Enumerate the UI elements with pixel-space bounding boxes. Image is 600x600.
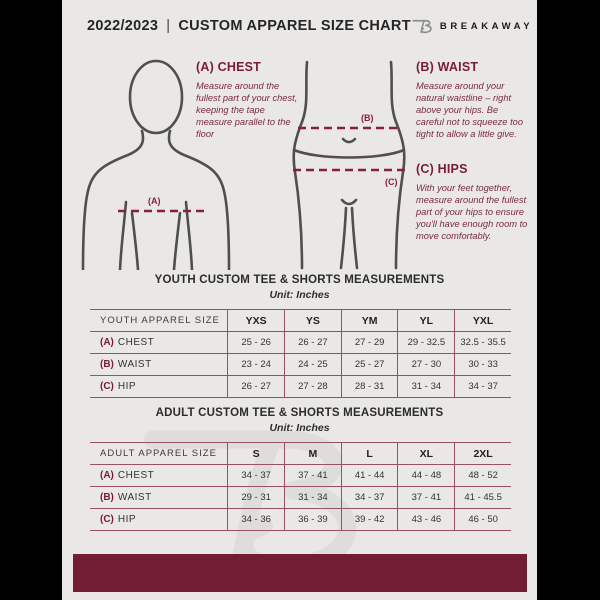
row-code: (B) [100, 359, 114, 370]
youth-waist-yl: 27 - 30 [397, 354, 454, 376]
document-page [62, 0, 537, 600]
adult-hip-s: 34 - 36 [227, 509, 284, 531]
season-label: 2022/2023 [87, 18, 159, 34]
adult-waist-s: 29 - 31 [227, 487, 284, 509]
waist-guide-text: Measure around your natural waistline – right above your hips. Be careful not to squeeze too tight to allow a little give. [416, 81, 523, 140]
row-label: CHEST [117, 337, 155, 348]
adult-waist-m: 31 - 34 [284, 487, 341, 509]
youth-header-size: YOUTH APPAREL SIZE [90, 310, 227, 332]
adult-table-unit: Unit: Inches [269, 422, 330, 434]
adult-size-table [90, 442, 511, 531]
youth-chest-ym: 27 - 29 [341, 332, 398, 354]
row-label: HIP [117, 514, 137, 525]
youth-waist-ys: 24 - 25 [284, 354, 341, 376]
youth-header-yxs: YXS [227, 310, 284, 332]
youth-table-title: YOUTH CUSTOM TEE & SHORTS MEASUREMENTS [154, 274, 445, 286]
adult-chest-m: 37 - 41 [284, 465, 341, 487]
row-code: (A) [100, 470, 114, 481]
adult-header-size: ADULT APPAREL SIZE [90, 443, 227, 465]
youth-header-ys: YS [284, 310, 341, 332]
lower-body-figure [290, 58, 410, 270]
hips-guide-heading: (C) HIPS [416, 162, 468, 176]
youth-waist-ym: 25 - 27 [341, 354, 398, 376]
youth-hip-yl: 31 - 34 [397, 376, 454, 398]
adult-waist-row-label [90, 487, 227, 509]
chest-guide-text: Measure around the fullest part of your chest, keeping the tape measure parallel to the floor [196, 81, 298, 140]
youth-hip-yxs: 26 - 27 [227, 376, 284, 398]
adult-hip-xl: 43 - 46 [397, 509, 454, 531]
youth-hip-ym: 28 - 31 [341, 376, 398, 398]
adult-waist-2xl: 41 - 45.5 [454, 487, 511, 509]
chart-title: CUSTOM APPAREL SIZE CHART [178, 18, 411, 34]
hips-marker-label: (C) [385, 177, 398, 187]
adult-header-2xl: 2XL [454, 443, 511, 465]
row-label: WAIST [117, 492, 152, 503]
youth-chest-yxs: 25 - 26 [227, 332, 284, 354]
row-label: CHEST [117, 470, 155, 481]
waist-marker-label: (B) [361, 113, 374, 123]
adult-hip-2xl: 46 - 50 [454, 509, 511, 531]
chest-marker-label: (A) [148, 196, 161, 206]
row-label: WAIST [117, 359, 152, 370]
adult-header-xl: XL [397, 443, 454, 465]
chest-guide [196, 60, 298, 140]
youth-chest-yl: 29 - 32.5 [397, 332, 454, 354]
adult-chest-l: 41 - 44 [341, 465, 398, 487]
brand-name: BREAKAWAY [439, 20, 534, 32]
brand-block [411, 15, 533, 37]
youth-hip-row-label [90, 376, 227, 398]
youth-chest-row-label [90, 332, 227, 354]
row-code: (B) [100, 492, 114, 503]
footer-maroon-bar [73, 554, 527, 592]
hips-guide-text: With your feet together, measure around the fullest part of your hips to ensure you'll have enough room to move comfortably. [416, 183, 528, 242]
youth-header-yxl: YXL [454, 310, 511, 332]
row-code: (C) [100, 514, 114, 525]
youth-hip-yxl: 34 - 37 [454, 376, 511, 398]
youth-chest-ys: 26 - 27 [284, 332, 341, 354]
adult-chest-s: 34 - 37 [227, 465, 284, 487]
adult-hip-m: 36 - 39 [284, 509, 341, 531]
youth-waist-yxs: 23 - 24 [227, 354, 284, 376]
hips-guide [416, 162, 530, 242]
adult-waist-l: 34 - 37 [341, 487, 398, 509]
youth-chest-yxl: 32.5 - 35.5 [454, 332, 511, 354]
youth-waist-yxl: 30 - 33 [454, 354, 511, 376]
row-code: (C) [100, 381, 114, 392]
adult-header-l: L [341, 443, 398, 465]
adult-chest-xl: 44 - 48 [397, 465, 454, 487]
youth-header-yl: YL [397, 310, 454, 332]
youth-header-ym: YM [341, 310, 398, 332]
title-divider: | [166, 18, 171, 34]
adult-chest-2xl: 48 - 52 [454, 465, 511, 487]
adult-hip-row-label [90, 509, 227, 531]
youth-hip-ys: 27 - 28 [284, 376, 341, 398]
page-title [87, 18, 411, 34]
waist-guide-heading: (B) WAIST [416, 60, 479, 74]
row-code: (A) [100, 337, 114, 348]
youth-size-table [90, 309, 511, 398]
page-header [62, 0, 537, 37]
waist-guide [416, 60, 528, 140]
youth-waist-row-label [90, 354, 227, 376]
chest-guide-heading: (A) CHEST [196, 60, 261, 74]
breakaway-logo-icon [411, 15, 435, 37]
adult-chest-row-label [90, 465, 227, 487]
adult-hip-l: 39 - 42 [341, 509, 398, 531]
adult-waist-xl: 37 - 41 [397, 487, 454, 509]
youth-table-unit: Unit: Inches [269, 289, 330, 301]
adult-table-title: ADULT CUSTOM TEE & SHORTS MEASUREMENTS [155, 407, 444, 419]
adult-header-m: M [284, 443, 341, 465]
adult-header-s: S [227, 443, 284, 465]
row-label: HIP [117, 381, 137, 392]
